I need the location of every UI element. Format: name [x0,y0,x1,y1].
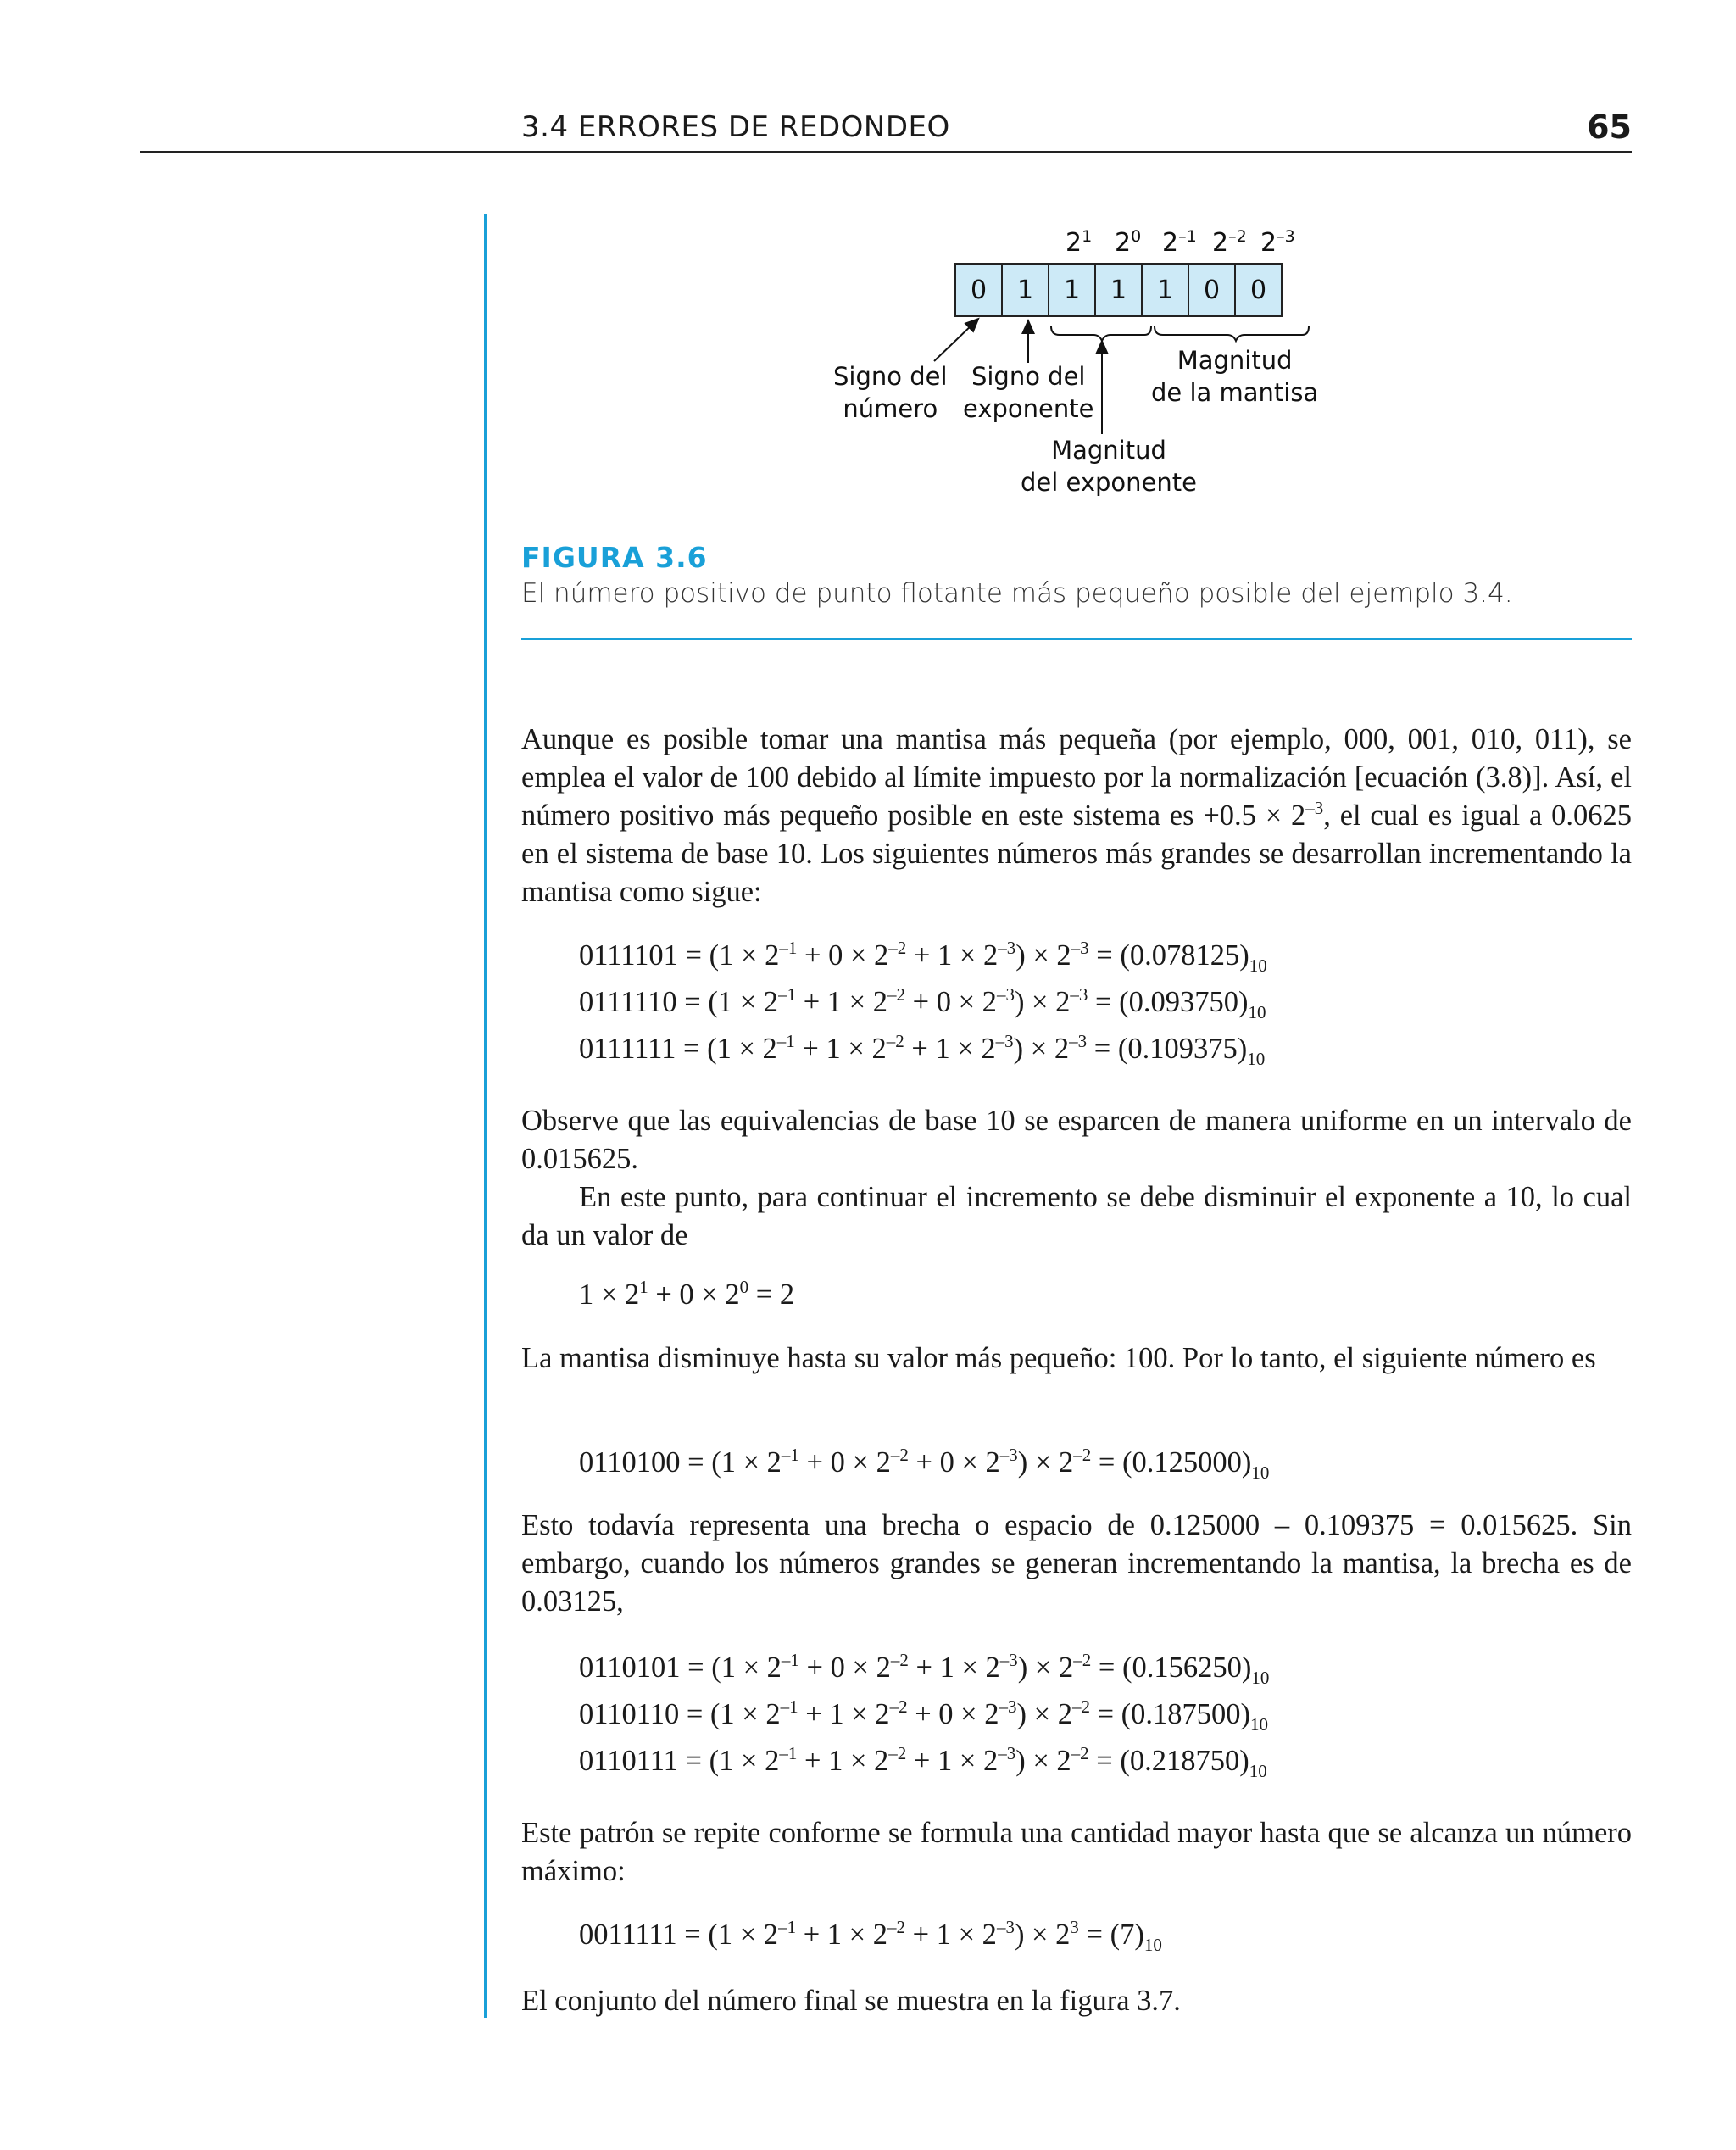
paragraph: Esto todavía representa una brecha o espacio de 0.125000 – 0.109375 = 0.015625. Sin embargo, cuando los números grandes se generan incrementando la mantisa, la brecha es de 0.03125, [521,1509,1632,1618]
label-mag-mantissa: Magnitud de la mantisa [1151,346,1319,407]
bit-cell: 1 [1094,263,1143,317]
section-title: 3.4 ERRORES DE REDONDEO [521,110,950,144]
margin-rule [484,214,487,2018]
equation: $1 \times 2^1 + 0 \times 2^0 = 2$ [579,1277,795,1311]
paragraph: La mantisa disminuye hasta su valor más pequeño: 100. Por lo tanto, el siguiente número es [521,1342,1596,1374]
power-label: $2^0$ [1115,227,1142,258]
power-label: $2^{-2}$ [1212,227,1247,258]
paragraph: Este patrón se repite conforme se formula una cantidad mayor hasta que se alcanza un número máximo: [521,1817,1632,1887]
page-header [140,109,1632,153]
bit-cell: 0 [1234,263,1283,317]
label-sign-exponent: Signo del exponente [963,362,1094,423]
equation: $0111111 = (1 \times 2^{-1} + 1 \times 2^{-2} + 1 \times 2^{-3}) \times 2^{-3} = (0.109375)_{10}$ [579,1031,1266,1069]
figure-title: FIGURA 3.6 [521,541,708,574]
paragraph: Aunque es posible tomar una mantisa más pequeña (por ejemplo, 000, 001, 010, 011), se emplea el valor de 100 debido al límite impuesto por la normalización [ecuación (3.8)]. Así, el número positivo más pequeño posible en este sistema es $+0.5 \times 2^{-3}$, el cual es igual a 0.0625 en el sistema de base 10. Los siguientes números más grandes se desarrollan incrementando la mantisa como sigue: [521,723,1632,908]
equation: $0110111 = (1 \times 2^{-1} + 1 \times 2^{-2} + 1 \times 2^{-3}) \times 2^{-2} = (0.218750)_{10}$ [579,1743,1267,1781]
bit-cell: 1 [1141,263,1189,317]
bit-cell: 0 [954,263,1003,317]
figure-3-6 [814,220,1339,509]
equation: $0110101 = (1 \times 2^{-1} + 0 \times 2^{-2} + 1 \times 2^{-3}) \times 2^{-2} = (0.156250)_{10}$ [579,1650,1270,1688]
bit-cell: 1 [1048,263,1096,317]
paragraph: Observe que las equivalencias de base 10 se esparcen de manera uniforme en un intervalo de 0.015625. [521,1105,1632,1175]
label-sign-number: Signo del número [833,362,948,423]
label-mag-exponent: Magnitud del exponente [1021,436,1197,497]
arrow-sign-number [934,322,975,361]
power-label: $2^1$ [1066,227,1093,258]
equation: $0111110 = (1 \times 2^{-1} + 1 \times 2^{-2} + 0 \times 2^{-3}) \times 2^{-3} = (0.093750)_{10}$ [579,984,1266,1022]
page-number: 65 [1587,109,1632,146]
paragraph: El conjunto del número final se muestra en la figura 3.7. [521,1985,1181,2017]
brace-exponent [1051,326,1151,341]
figure-caption: El número positivo de punto flotante más pequeño posible del ejemplo 3.4. [521,578,1513,609]
equation: $0111101 = (1 \times 2^{-1} + 0 \times 2^{-2} + 1 \times 2^{-3}) \times 2^{-3} = (0.078125)_{10}$ [579,938,1267,976]
power-label: $2^{-3}$ [1260,227,1295,258]
equation: $0110100 = (1 \times 2^{-1} + 0 \times 2^{-2} + 0 \times 2^{-3}) \times 2^{-2} = (0.125000)_{10}$ [579,1445,1270,1483]
figure-rule [521,638,1632,640]
power-label: $2^{-1}$ [1162,227,1197,258]
equation: $0011111 = (1 \times 2^{-1} + 1 \times 2^{-2} + 1 \times 2^{-3}) \times 2^3 = (7)_{10}$ [579,1917,1162,1955]
paragraph: En este punto, para continuar el incremento se debe disminuir el exponente a 10, lo cual da un valor de [521,1181,1632,1251]
equation: $0110110 = (1 \times 2^{-1} + 1 \times 2^{-2} + 0 \times 2^{-3}) \times 2^{-2} = (0.187500)_{10}$ [579,1696,1269,1735]
brace-mantissa [1155,326,1309,341]
bit-cell: 1 [1001,263,1049,317]
bit-cell: 0 [1188,263,1236,317]
